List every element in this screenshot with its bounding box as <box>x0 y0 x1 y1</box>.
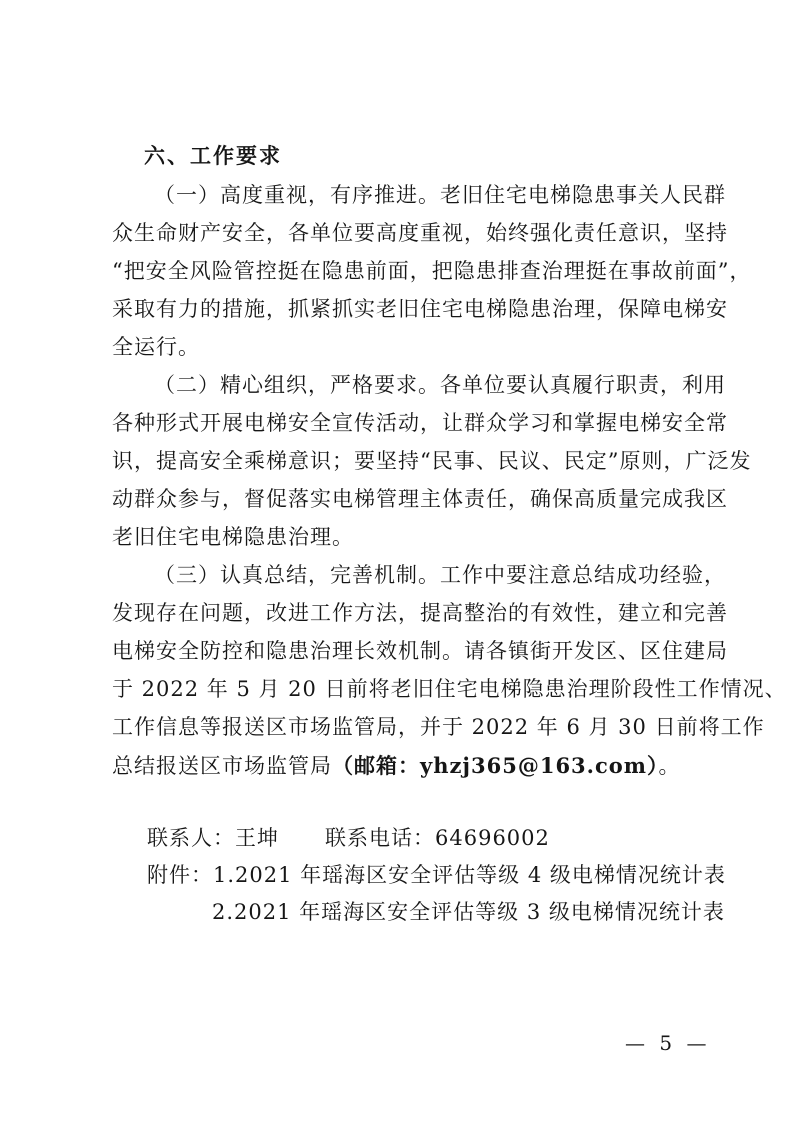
paragraph-2-line-2: 各种形式开展电梯安全宣传活动，让群众学习和掌握电梯安全常 <box>112 411 728 435</box>
paragraph-2-line-4: 动群众参与，督促落实电梯管理主体责任，确保高质量完成我区 <box>112 487 728 511</box>
page-number: — 5 — <box>625 1031 711 1055</box>
paragraph-2-line-3: 识，提高安全乘梯意识；要坚持“民事、民议、民定”原则，广泛发 <box>112 449 752 473</box>
contact-person-name: 王坤 <box>235 826 279 850</box>
paragraph-1-line-1: （一）高度重视，有序推进。老旧住宅电梯隐患事关人民群 <box>154 183 726 207</box>
section-heading: 六、工作要求 <box>144 144 282 168</box>
paragraph-1-line-3: “把安全风险管控挺在隐患前面，把隐患排查治理挺在事故前面”， <box>112 259 752 283</box>
paragraph-3-line-3: 电梯安全防控和隐患治理长效机制。请各镇街开发区、区住建局 <box>112 639 728 663</box>
paragraph-2-line-1: （二）精心组织，严格要求。各单位要认真履行职责，利用 <box>154 373 726 397</box>
paragraph-2-line-5: 老旧住宅电梯隐患治理。 <box>112 525 354 549</box>
paragraph-3-line-2: 发现存在问题，改进工作方法，提高整治的有效性，建立和完善 <box>112 601 728 625</box>
paragraph-3-line-5: 工作信息等报送区市场监管局，并于 2022 年 6 月 30 日前将工作 <box>112 715 765 739</box>
email-address: （邮箱：yhzj365@163.com） <box>332 753 659 778</box>
paragraph-1-line-5: 全运行。 <box>112 335 200 359</box>
attachment-line-1 <box>147 862 726 889</box>
attachment-item-1: 1.2021 年瑶海区安全评估等级 4 级电梯情况统计表 <box>213 863 726 887</box>
attachment-item-2: 2.2021 年瑶海区安全评估等级 3 级电梯情况统计表 <box>212 900 725 924</box>
contact-person-label: 联系人： <box>147 826 235 850</box>
sentence-end: 。 <box>658 754 681 778</box>
paragraph-3-line-4: 于 2022 年 5 月 20 日前将老旧住宅电梯隐患治理阶段性工作情况、 <box>112 677 787 701</box>
attachments-label: 附件： <box>147 863 213 887</box>
report-recipient-text: 总结报送区市场监管局 <box>112 754 332 778</box>
contact-line <box>147 825 550 852</box>
paragraph-1-line-2: 众生命财产安全，各单位要高度重视，始终强化责任意识，坚持 <box>112 221 728 245</box>
paragraph-1-line-4: 采取有力的措施，抓紧抓实老旧住宅电梯隐患治理，保障电梯安 <box>112 297 728 321</box>
paragraph-3-line-6 <box>112 752 681 780</box>
contact-phone-number: 64696002 <box>435 826 550 850</box>
paragraph-3-line-1: （三）认真总结，完善机制。工作中要注意总结成功经验， <box>154 563 726 587</box>
contact-phone-label: 联系电话： <box>325 826 435 850</box>
